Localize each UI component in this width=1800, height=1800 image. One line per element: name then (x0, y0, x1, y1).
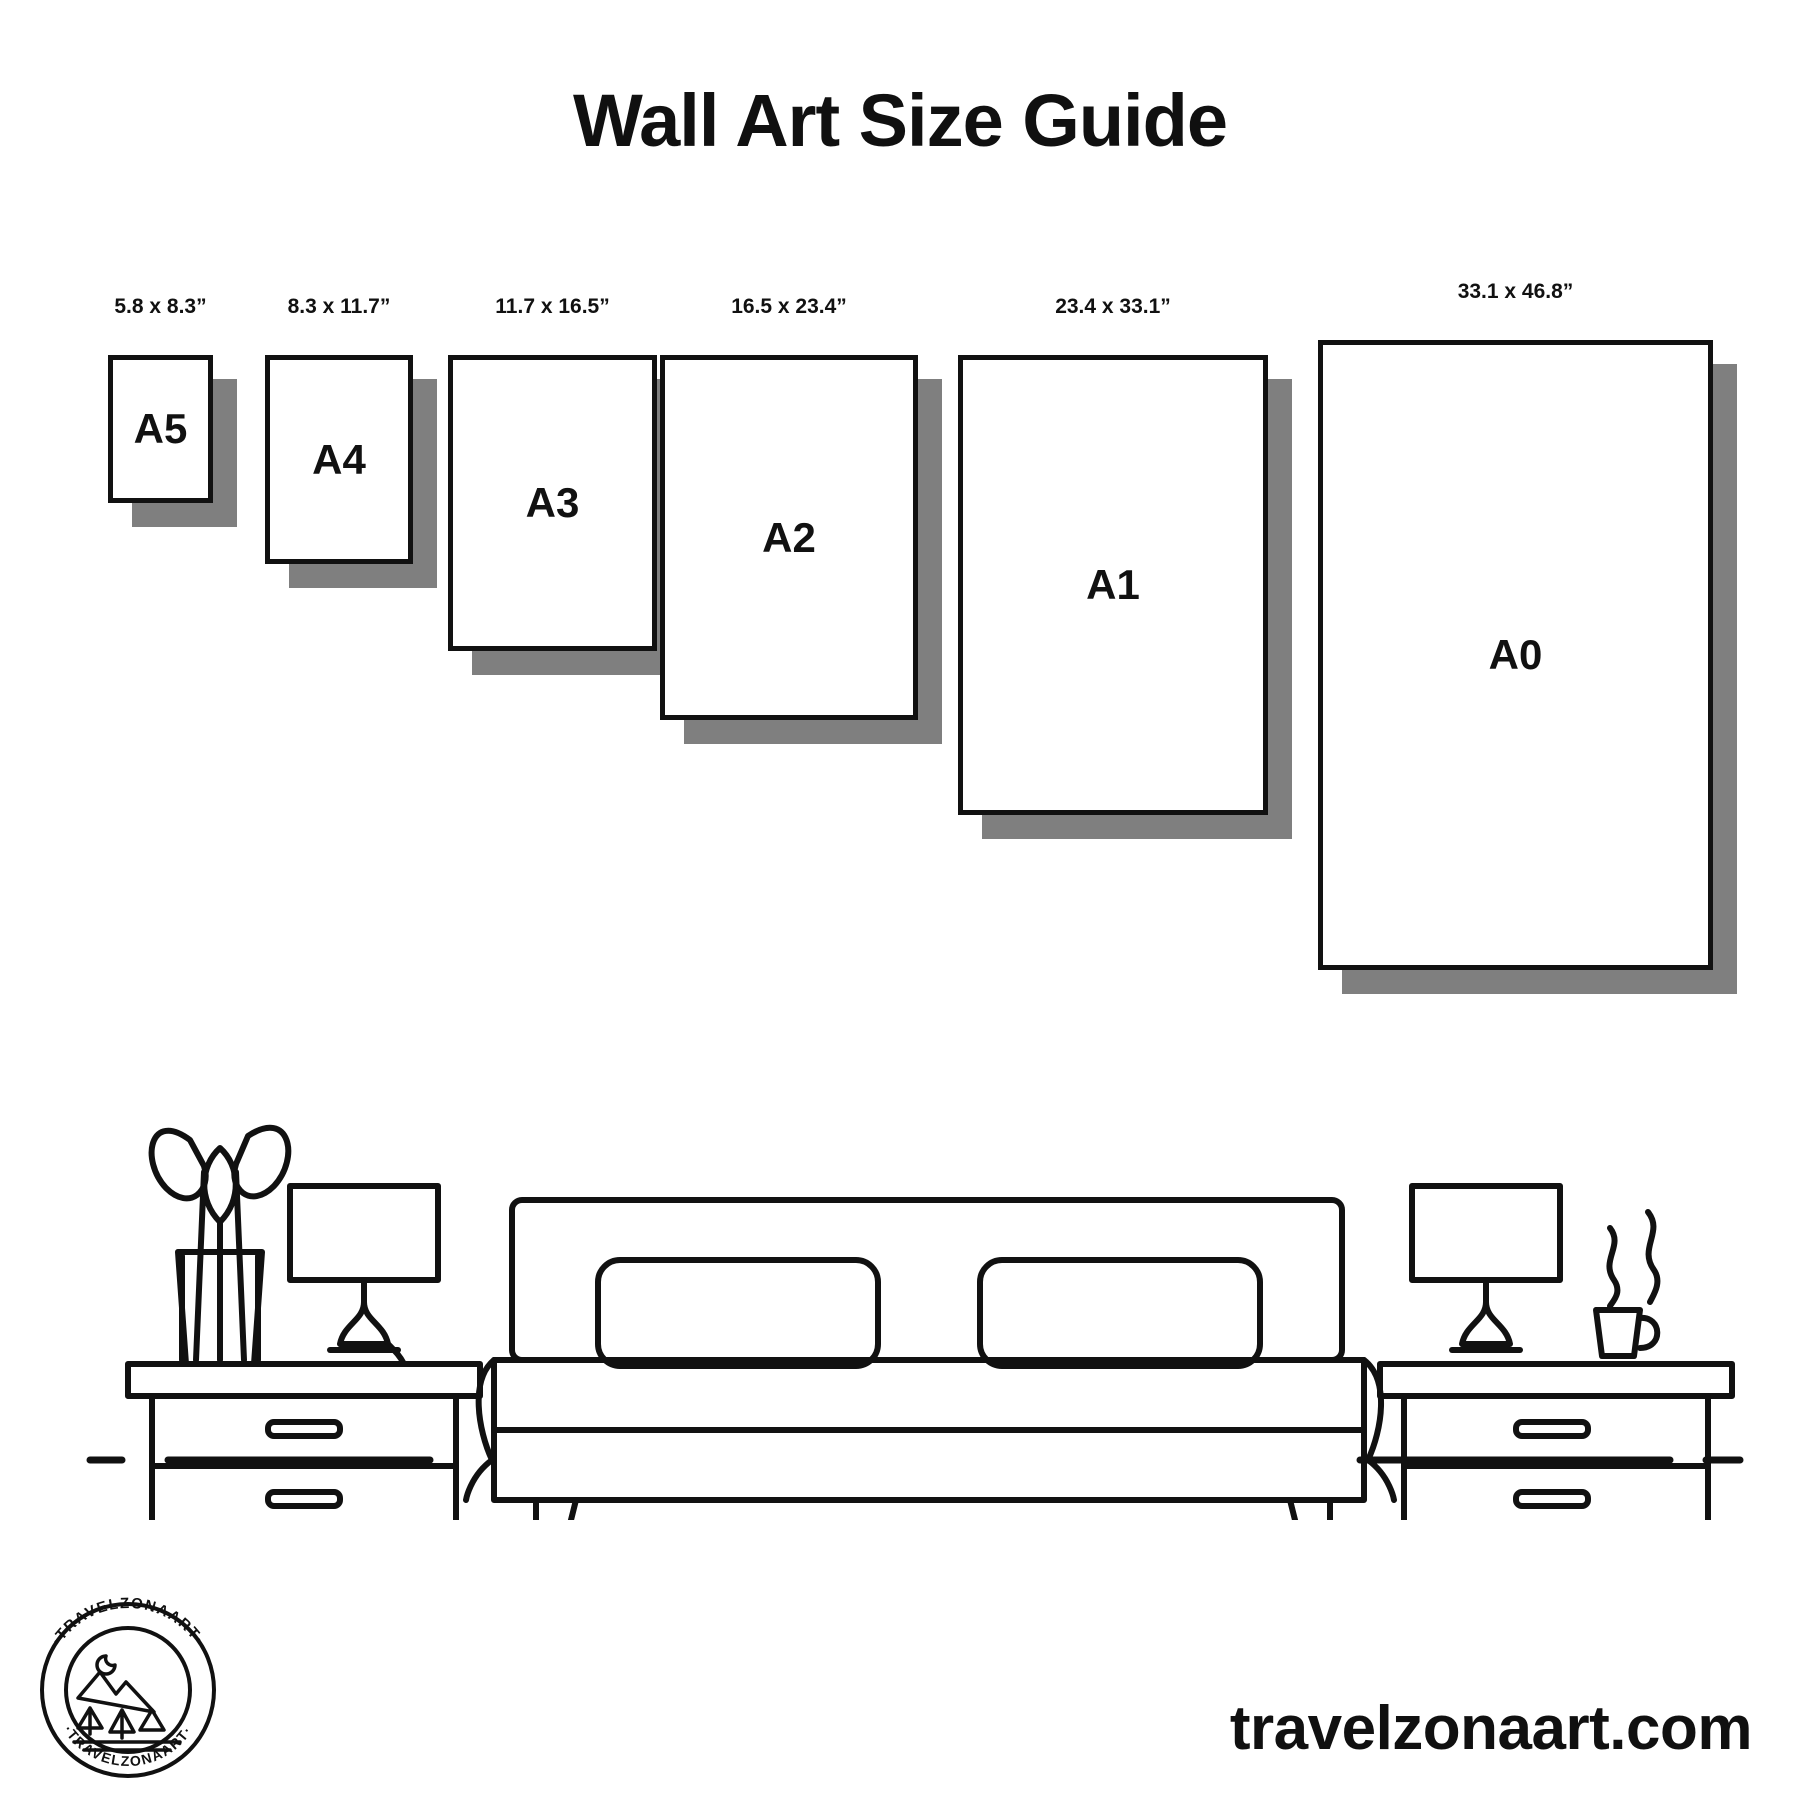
frame-dimension-label: 5.8 x 8.3” (114, 295, 207, 318)
website-url[interactable]: travelzonaart.com (1229, 1694, 1752, 1763)
frame-dimension-label: 11.7 x 16.5” (495, 295, 610, 318)
right-table-lamp (1412, 1186, 1560, 1350)
tree-icon (140, 1710, 164, 1730)
frame-a4[interactable] (265, 295, 413, 564)
frame-box[interactable] (958, 355, 1268, 815)
frame-a2[interactable] (660, 295, 918, 720)
frame-a5[interactable] (108, 295, 213, 503)
svg-text:·TRAVELZONAART·: ·TRAVELZONAART· (47, 1594, 209, 1649)
frame-dimension-label: 23.4 x 33.1” (1055, 295, 1171, 318)
frame-size-name: A4 (312, 435, 366, 483)
mountains-icon (78, 1672, 154, 1712)
frame-box[interactable] (265, 355, 413, 564)
frame-box[interactable] (1318, 340, 1713, 970)
brand-logo-svg (28, 1590, 258, 1785)
left-table-lamp (290, 1186, 438, 1364)
frame-size-name: A2 (762, 513, 816, 561)
frame-dimension-label: 33.1 x 46.8” (1457, 280, 1574, 303)
frame-a3[interactable] (448, 295, 657, 651)
frame-box[interactable] (448, 355, 657, 651)
right-nightstand (1380, 1364, 1732, 1520)
bed (466, 1200, 1394, 1520)
coffee-cup (1596, 1212, 1657, 1356)
svg-text:·TRAVELZONAART·: ·TRAVELZONAART· (60, 1722, 196, 1770)
frame-a0[interactable] (1318, 280, 1713, 970)
frame-size-name: A0 (1488, 631, 1543, 678)
frame-dimension-label: 16.5 x 23.4” (731, 295, 847, 318)
frame-box[interactable] (660, 355, 918, 720)
left-nightstand (128, 1364, 480, 1520)
plant-vase (152, 1128, 289, 1364)
tree-icon (110, 1710, 134, 1738)
bedroom-svg (0, 960, 1800, 1520)
frame-size-name: A3 (525, 479, 580, 526)
bedroom-illustration (0, 960, 1800, 1520)
frame-a1[interactable] (958, 295, 1268, 815)
frame-size-name: A5 (133, 405, 188, 452)
frame-dimension-label: 8.3 x 11.7” (287, 295, 391, 318)
frame-size-name: A1 (1086, 561, 1140, 608)
brand-logo (28, 1590, 258, 1785)
page-title: Wall Art Size Guide (573, 79, 1227, 162)
frame-box[interactable] (108, 355, 213, 503)
